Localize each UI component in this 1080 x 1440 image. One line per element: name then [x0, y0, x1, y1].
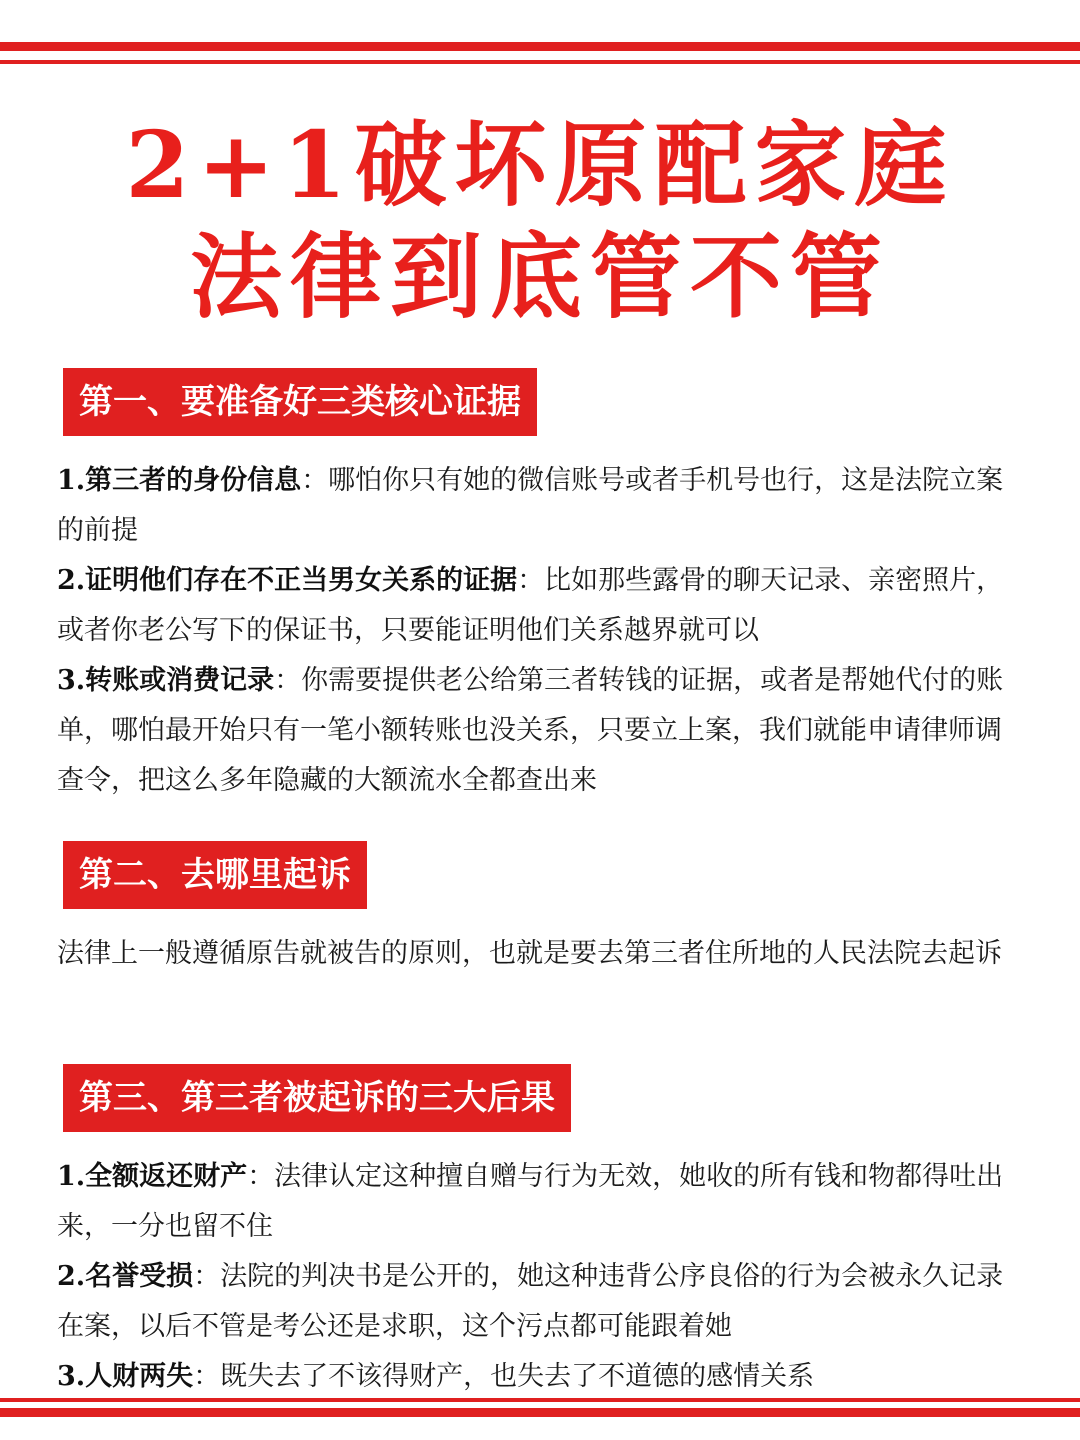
item-lead: 1.全额返还财产 [57, 1161, 248, 1192]
section-heading-1: 第一、要准备好三类核心证据 [63, 368, 537, 436]
item-text: ：既失去了不该得财产，也失去了不道德的感情关系 [193, 1361, 815, 1392]
item-lead: 2.证明他们存在不正当男女关系的证据 [57, 565, 518, 596]
section-1-item-2 [57, 556, 1027, 656]
item-text: ：法院的判决书是公开的，她这种违背公序良俗的行为会被永久记录在案，以后不管是考公还是求职，这个污点都可能跟着她 [57, 1261, 1004, 1342]
section-1-item-3 [57, 656, 1027, 806]
item-lead: 2.名誉受损 [57, 1261, 194, 1292]
item-text: ：你需要提供老公给第三者转钱的证据，或者是帮她代付的账单，哪怕最开始只有一笔小额转账也没关系，只要立上案，我们就能申请律师调查令，把这么多年隐藏的大额流水全都查出来 [57, 665, 1004, 796]
top-border-thin [0, 60, 1080, 64]
section-1-item-1 [57, 456, 1027, 556]
item-text: ：法律认定这种擅自赠与行为无效，她收的所有钱和物都得吐出来，一分也留不住 [57, 1161, 1004, 1242]
section-heading-2: 第二、去哪里起诉 [63, 841, 367, 909]
section-3-item-2 [57, 1252, 1027, 1352]
item-lead: 1.第三者的身份信息 [57, 465, 302, 496]
bottom-border-thick [0, 1408, 1080, 1417]
section-3-item-3 [57, 1352, 1027, 1402]
page-title-line-2: 法律到底管不管 [189, 223, 890, 331]
top-border-thick [0, 42, 1080, 51]
item-lead: 3.人财两失 [57, 1361, 194, 1392]
page-title-line-1: 2+1破坏原配家庭 [125, 111, 955, 219]
item-text: ：比如那些露骨的聊天记录、亲密照片，或者你老公写下的保证书，只要能证明他们关系越界就可以 [57, 565, 1004, 646]
item-text: ：哪怕你只有她的微信账号或者手机号也行，这是法院立案的前提 [57, 465, 1004, 546]
bottom-border-thin [0, 1398, 1080, 1402]
section-2-body: 法律上一般遵循原告就被告的原则，也就是要去第三者住所地的人民法院去起诉 [57, 938, 1002, 969]
section-3-item-1 [57, 1152, 1027, 1252]
item-lead: 3.转账或消费记录 [57, 665, 275, 696]
section-heading-3: 第三、第三者被起诉的三大后果 [63, 1064, 571, 1132]
